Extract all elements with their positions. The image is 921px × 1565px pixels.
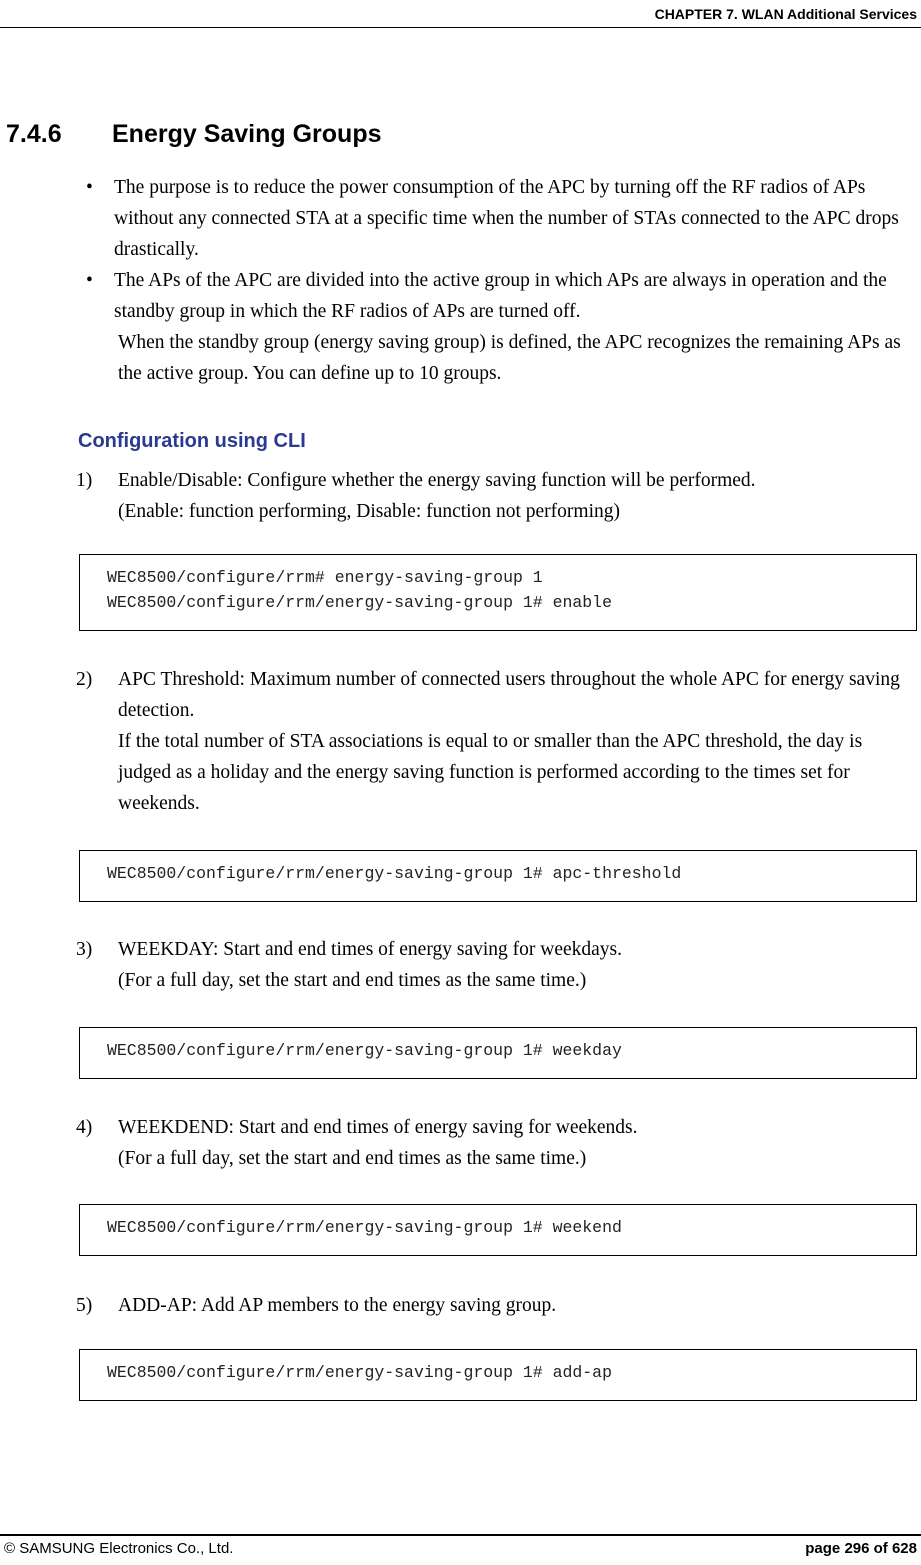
- step-line: WEEKDAY: Start and end times of energy saving for weekdays.: [118, 939, 623, 960]
- code-line: WEC8500/configure/rrm/energy-saving-group 1# apc-threshold: [107, 864, 682, 883]
- step-1: [76, 465, 913, 527]
- code-block: [79, 1204, 917, 1256]
- step-2: [76, 664, 913, 819]
- chapter-header: CHAPTER 7. WLAN Additional Services: [654, 6, 917, 22]
- code-line: WEC8500/configure/rrm/energy-saving-group 1# enable: [107, 593, 612, 612]
- section-title-text: Energy Saving Groups: [112, 120, 382, 148]
- step-5: [76, 1290, 913, 1321]
- bullet-text: The purpose is to reduce the power consumption of the APC by turning off the RF radios of APs without any connected STA at a specific time when the number of STAs connected to the APC drops drastically.: [114, 177, 899, 260]
- section-number: 7.4.6: [6, 120, 62, 148]
- bullet-symbol: •: [86, 270, 93, 291]
- code-block: [79, 554, 917, 631]
- step-4: [76, 1112, 913, 1174]
- step-number: 4): [76, 1117, 93, 1138]
- section-title: [6, 119, 382, 149]
- footer-divider: [0, 1534, 921, 1536]
- bullet-item: [86, 172, 914, 265]
- footer-copyright: © SAMSUNG Electronics Co., Ltd.: [4, 1540, 234, 1557]
- step-number: 5): [76, 1295, 93, 1316]
- code-line: WEC8500/configure/rrm/energy-saving-group 1# weekday: [107, 1041, 622, 1060]
- config-heading: Configuration using CLI: [78, 430, 306, 452]
- step-line: ADD-AP: Add AP members to the energy saving group.: [118, 1295, 557, 1316]
- footer-page-number: page 296 of 628: [805, 1540, 917, 1557]
- step-line: WEEKDEND: Start and end times of energy saving for weekends.: [118, 1117, 638, 1138]
- step-line: APC Threshold: Maximum number of connected users throughout the whole APC for energy saving detection.: [118, 669, 900, 721]
- step-line: (For a full day, set the start and end times as the same time.): [118, 1148, 587, 1169]
- bullet-note: When the standby group (energy saving group) is defined, the APC recognizes the remaining APs as the active group. You can define up to 10 groups.: [118, 332, 901, 384]
- step-line: (Enable: function performing, Disable: function not performing): [118, 501, 620, 522]
- code-block: [79, 1349, 917, 1401]
- bullet-symbol: •: [86, 177, 93, 198]
- code-line: WEC8500/configure/rrm/energy-saving-group 1# weekend: [107, 1218, 622, 1237]
- code-line: WEC8500/configure/rrm/energy-saving-group 1# add-ap: [107, 1363, 612, 1382]
- step-line: Enable/Disable: Configure whether the energy saving function will be performed.: [118, 470, 756, 491]
- step-line: If the total number of STA associations is equal to or smaller than the APC threshold, the day is judged as a holiday and the energy saving function is performed according to the times set for weekends.: [118, 731, 863, 814]
- code-block: [79, 850, 917, 902]
- step-line: (For a full day, set the start and end times as the same time.): [118, 970, 587, 991]
- step-number: 1): [76, 470, 93, 491]
- code-line: WEC8500/configure/rrm# energy-saving-group 1: [107, 568, 543, 587]
- bullet-item: [86, 265, 914, 327]
- code-block: [79, 1027, 917, 1079]
- step-number: 3): [76, 939, 93, 960]
- header-divider: [0, 27, 921, 28]
- bullet-text: The APs of the APC are divided into the active group in which APs are always in operation and the standby group in which the RF radios of APs are turned off.: [114, 270, 887, 322]
- step-3: [76, 934, 913, 996]
- step-number: 2): [76, 669, 93, 690]
